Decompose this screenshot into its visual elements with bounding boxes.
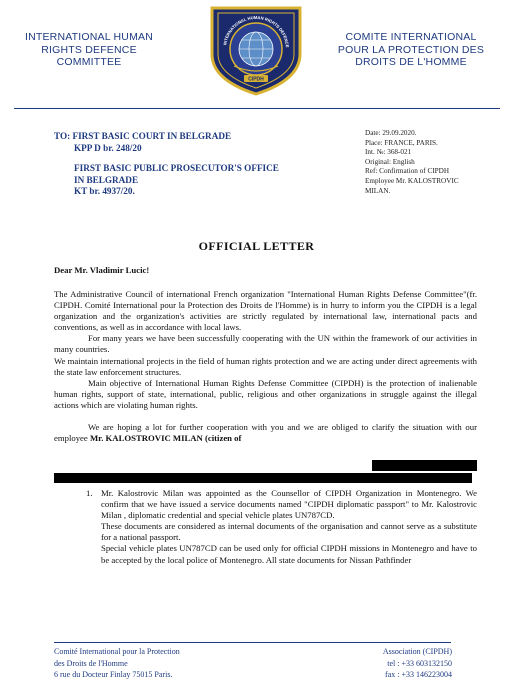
footer-line: 6 rue du Docteur Finlay 75015 Paris. bbox=[54, 670, 173, 679]
addressee-prosecutor: FIRST BASIC PUBLIC PROSECUTOR'S OFFICE bbox=[74, 163, 279, 173]
redaction-bar bbox=[372, 460, 477, 471]
letter-int-number: Int. №: 368-021 bbox=[365, 148, 412, 157]
list-item bbox=[101, 488, 477, 566]
employee-intro-text: We are hoping a lot for further cooperation with you and we are obliged to clarify the situation with our employee bbox=[54, 422, 477, 444]
footer-contact bbox=[362, 646, 452, 681]
footer-line: Comité International pour la Protection bbox=[54, 647, 180, 656]
body-paragraph: The Administrative Council of international French organization "International Human Rights Defense Committee"(fr. CIPDH. Comité International pour la Protection des Droits de l'Homme) is in hurry to inform you the CIPDH is a legal organization and the organization's activities are strictly regulated by international law, international pacts and conventions, as well as in accordance with local laws. bbox=[54, 289, 477, 333]
list-item-text: Mr. Kalostrovic Milan was appointed as the Counsellor of CIPDH Organization in Montenegro. We confirm that we have issued a service documents named "CIPDH diplomatic passport" to Mr. Kalostrovic Milan , diplomatic credential and special vehicle plates UN787CD. bbox=[101, 488, 477, 521]
body-paragraph-employee bbox=[54, 422, 477, 444]
list-item-text: Special vehicle plates UN787CD can be used only for official CIPDH missions in Montenegro and have to be accepted by the local police of Montenegro. All state documents for Nissan Pathfinder bbox=[101, 543, 477, 565]
body-paragraph: We maintain international projects in the field of human rights protection and we are acting under direct agreements with the state law enforcement structures. bbox=[54, 355, 477, 377]
letter-body bbox=[54, 289, 477, 444]
list-marker: 1. bbox=[86, 488, 93, 498]
prosecutor-case-number: KT br. 4937/20. bbox=[74, 186, 135, 196]
redaction-bar bbox=[54, 473, 472, 483]
employee-name: Mr. KALOSTROVIC MILAN (citizen of bbox=[89, 433, 242, 444]
org-name-line: COMITE INTERNATIONAL bbox=[345, 31, 477, 43]
letter-reference-employee: Employee Mr. KALOSTROVIC bbox=[365, 176, 459, 185]
letter-place: Place: FRANCE, PARIS. bbox=[365, 138, 438, 147]
letter-original-language: Original: English bbox=[365, 157, 415, 166]
salutation: Dear Mr. Vladimir Lucic! bbox=[54, 265, 150, 275]
list-item-text: These documents are considered as internal documents of the organisation and cannot serve as a substitute for a national passport. bbox=[101, 521, 477, 543]
letter-meta bbox=[365, 129, 505, 196]
org-name-line: COMMITTEE bbox=[56, 56, 122, 68]
body-paragraph: For many years we have been successfully cooperating with the UN within the framework of our activities in many countries. bbox=[54, 333, 477, 355]
addressee-block bbox=[54, 131, 279, 198]
court-case-number: KPP D br. 248/20 bbox=[74, 142, 142, 153]
org-name-line: RIGHTS DEFENCE bbox=[41, 43, 137, 56]
org-name-french bbox=[322, 31, 500, 69]
letter-reference-employee-name: MILAN. bbox=[365, 186, 391, 195]
footer-address bbox=[54, 646, 180, 681]
body-paragraph: Main objective of International Human Rights Defense Committee (CIPDH) is the protection of inalienable human rights, support of state, international, public, religious and other organizations in struggle against the illegal actions which are violating human rights. bbox=[54, 377, 477, 410]
org-name-line: POUR LA PROTECTION DES bbox=[337, 43, 485, 56]
emblem-ring-text: INTERNATIONAL HUMAN RIGHTS DEFENCE bbox=[222, 14, 290, 48]
letter-reference: Ref: Confirmation of CIPDH bbox=[365, 167, 450, 176]
cipdh-emblem-icon bbox=[206, 2, 306, 96]
addressee-court: TO: FIRST BASIC COURT IN BELGRADE bbox=[54, 131, 232, 141]
org-name-english bbox=[14, 31, 164, 69]
letter-date: Date: 29.09.2020. bbox=[365, 129, 417, 137]
footer-divider bbox=[54, 642, 451, 643]
footer-fax: fax : +33 146223004 bbox=[385, 670, 452, 679]
footer-phone: tel : +33 603132150 bbox=[387, 658, 452, 668]
addressee-prosecutor-city: IN BELGRADE bbox=[74, 174, 139, 185]
org-name-line: INTERNATIONAL HUMAN bbox=[24, 31, 154, 43]
org-name-line: DROITS DE L'HOMME bbox=[355, 56, 467, 68]
numbered-list bbox=[86, 488, 477, 566]
footer-line: Association (CIPDH) bbox=[382, 647, 452, 656]
header-divider bbox=[14, 108, 500, 109]
footer-line: des Droits de l'Homme bbox=[54, 658, 128, 668]
letter-title: OFFICIAL LETTER bbox=[198, 239, 315, 253]
emblem-center-text: CIPDH bbox=[248, 76, 264, 83]
